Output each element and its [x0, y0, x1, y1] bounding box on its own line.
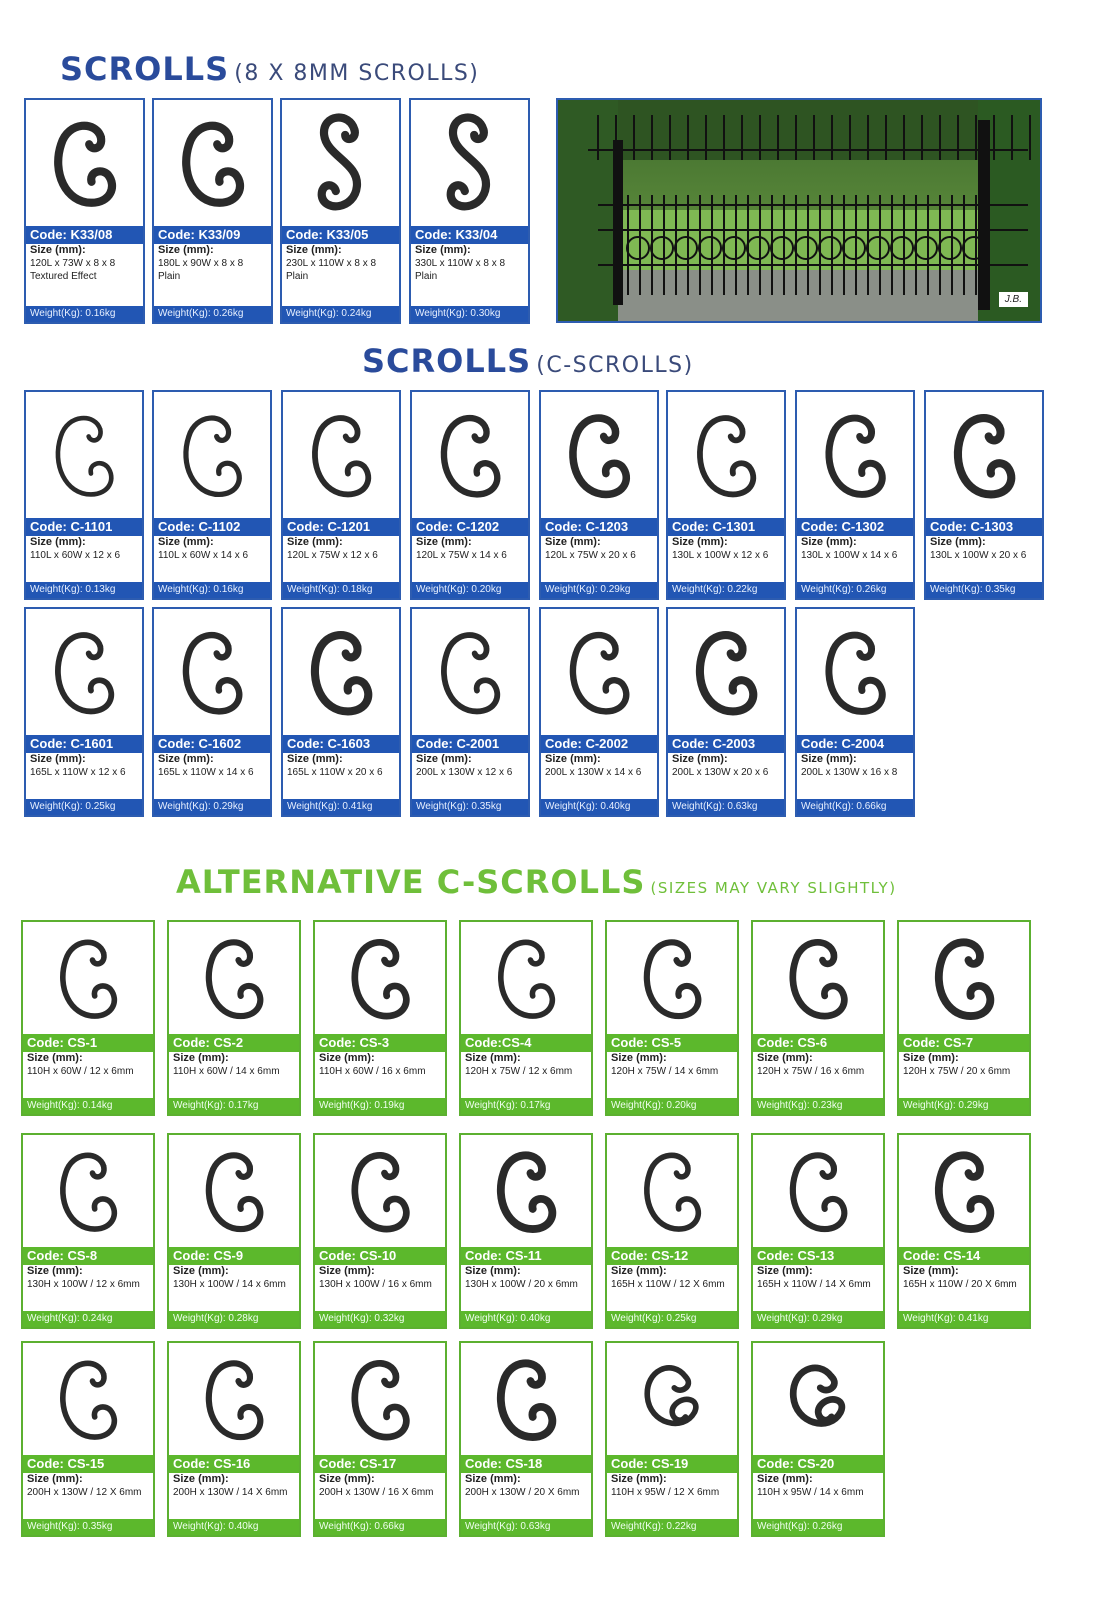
product-code: Code: CS-11	[461, 1247, 591, 1265]
product-size	[753, 1052, 883, 1098]
size-value: 200H x 130W / 20 X 6mm	[465, 1487, 580, 1498]
product-weight: Weight(Kg): 0.66kg	[315, 1519, 445, 1535]
product-card[interactable]	[281, 390, 401, 600]
product-card[interactable]	[751, 1341, 885, 1537]
size-value: 200L x 130W x 20 x 6	[672, 767, 769, 778]
product-size	[23, 1265, 153, 1311]
product-weight: Weight(Kg): 0.25kg	[26, 799, 142, 815]
product-weight: Weight(Kg): 0.40kg	[461, 1311, 591, 1327]
size-value: 110L x 60W x 12 x 6	[30, 550, 121, 561]
product-weight: Weight(Kg): 0.17kg	[461, 1098, 591, 1114]
product-code: Code: C-1602	[154, 735, 270, 753]
product-card[interactable]	[605, 1341, 739, 1537]
product-weight: Weight(Kg): 0.26kg	[154, 306, 271, 322]
product-size	[23, 1052, 153, 1098]
s-scroll-icon	[411, 100, 528, 226]
size-value: 110H x 60W / 16 x 6mm	[319, 1066, 426, 1077]
product-size	[753, 1473, 883, 1519]
product-card[interactable]	[605, 1133, 739, 1329]
product-card[interactable]	[897, 1133, 1031, 1329]
product-weight: Weight(Kg): 0.22kg	[607, 1519, 737, 1535]
product-weight: Weight(Kg): 0.24kg	[282, 306, 399, 322]
product-weight: Weight(Kg): 0.63kg	[668, 799, 784, 815]
product-weight: Weight(Kg): 0.41kg	[899, 1311, 1029, 1327]
size-label: Size (mm):	[319, 1265, 375, 1277]
product-weight: Weight(Kg): 0.35kg	[23, 1519, 153, 1535]
product-code: Code: C-2003	[668, 735, 784, 753]
product-card[interactable]	[280, 98, 401, 324]
product-size	[282, 244, 399, 306]
size-label: Size (mm):	[158, 753, 214, 765]
size-label: Size (mm):	[158, 536, 214, 548]
product-weight: Weight(Kg): 0.29kg	[541, 582, 657, 598]
product-code: Code: C-1203	[541, 518, 657, 536]
size-value: 330L x 110W x 8 x 8	[415, 258, 506, 269]
product-card[interactable]	[281, 607, 401, 817]
c-scroll-icon	[283, 392, 399, 518]
finish-value: Plain	[415, 271, 438, 282]
product-weight: Weight(Kg): 0.63kg	[461, 1519, 591, 1535]
product-code: Code: CS-5	[607, 1034, 737, 1052]
product-code: Code: CS-13	[753, 1247, 883, 1265]
product-code: Code: CS-20	[753, 1455, 883, 1473]
product-size	[411, 244, 528, 306]
product-size	[283, 536, 399, 582]
product-size	[169, 1265, 299, 1311]
product-size	[541, 753, 657, 799]
product-code: Code: C-1302	[797, 518, 913, 536]
c-scroll-icon	[668, 609, 784, 735]
product-size	[899, 1265, 1029, 1311]
product-card[interactable]	[410, 607, 530, 817]
product-weight: Weight(Kg): 0.40kg	[541, 799, 657, 815]
c-scroll-icon	[315, 1135, 445, 1247]
c-scroll-icon	[607, 1135, 737, 1247]
size-label: Size (mm):	[465, 1052, 521, 1064]
c-scroll-icon	[461, 1135, 591, 1247]
size-label: Size (mm):	[801, 536, 857, 548]
c-scroll-icon	[23, 1135, 153, 1247]
c-scroll-icon	[797, 392, 913, 518]
product-card[interactable]	[313, 920, 447, 1116]
product-size	[607, 1265, 737, 1311]
product-size	[412, 536, 528, 582]
c-scroll-icon	[412, 392, 528, 518]
product-size	[26, 753, 142, 799]
c-scroll-icon	[926, 392, 1042, 518]
product-code: Code: CS-2	[169, 1034, 299, 1052]
product-code: Code: CS-15	[23, 1455, 153, 1473]
size-value: 230L x 110W x 8 x 8	[286, 258, 377, 269]
product-code: Code: K33/04	[411, 226, 528, 244]
c-scroll-icon	[412, 609, 528, 735]
product-card[interactable]	[152, 98, 273, 324]
product-size	[154, 753, 270, 799]
product-size	[26, 536, 142, 582]
size-label: Size (mm):	[672, 753, 728, 765]
product-code: Code: CS-12	[607, 1247, 737, 1265]
product-card[interactable]	[666, 607, 786, 817]
product-weight: Weight(Kg): 0.13kg	[26, 582, 142, 598]
size-value: 130L x 100W x 20 x 6	[930, 550, 1027, 561]
size-label: Size (mm):	[173, 1265, 229, 1277]
section-title-c-scrolls: SCROLLS (C-SCROLLS)	[362, 342, 694, 380]
product-card[interactable]	[24, 607, 144, 817]
product-weight: Weight(Kg): 0.22kg	[668, 582, 784, 598]
product-size	[797, 753, 913, 799]
size-value: 130L x 100W x 14 x 6	[801, 550, 898, 561]
size-label: Size (mm):	[416, 753, 472, 765]
product-code: Code: CS-18	[461, 1455, 591, 1473]
product-weight: Weight(Kg): 0.29kg	[753, 1311, 883, 1327]
size-label: Size (mm):	[545, 753, 601, 765]
finish-value: Plain	[158, 271, 181, 282]
product-card[interactable]	[152, 390, 272, 600]
size-value: 120L x 73W x 8 x 8	[30, 258, 116, 269]
product-weight: Weight(Kg): 0.26kg	[797, 582, 913, 598]
product-weight: Weight(Kg): 0.20kg	[607, 1098, 737, 1114]
product-weight: Weight(Kg): 0.35kg	[412, 799, 528, 815]
size-value: 130H x 100W / 20 x 6mm	[465, 1279, 578, 1290]
product-card[interactable]	[21, 1341, 155, 1537]
size-label: Size (mm):	[903, 1052, 959, 1064]
product-code: Code: C-1202	[412, 518, 528, 536]
size-label: Size (mm):	[611, 1265, 667, 1277]
product-size	[668, 753, 784, 799]
product-size	[753, 1265, 883, 1311]
product-card[interactable]	[795, 607, 915, 817]
size-value: 165L x 110W x 20 x 6	[287, 767, 383, 778]
product-weight: Weight(Kg): 0.66kg	[797, 799, 913, 815]
size-value: 110H x 60W / 14 x 6mm	[173, 1066, 280, 1077]
product-code: Code: CS-8	[23, 1247, 153, 1265]
size-value: 110L x 60W x 14 x 6	[158, 550, 249, 561]
c-scroll-icon	[154, 392, 270, 518]
size-label: Size (mm):	[545, 536, 601, 548]
c-scroll-icon	[154, 100, 271, 226]
product-card[interactable]	[795, 390, 915, 600]
product-card[interactable]	[313, 1133, 447, 1329]
product-size	[926, 536, 1042, 582]
product-size	[899, 1052, 1029, 1098]
product-size	[607, 1473, 737, 1519]
product-card[interactable]	[24, 98, 145, 324]
product-weight: Weight(Kg): 0.28kg	[169, 1311, 299, 1327]
product-size	[461, 1052, 591, 1098]
size-label: Size (mm):	[287, 536, 343, 548]
product-size	[461, 1265, 591, 1311]
size-label: Size (mm):	[27, 1265, 83, 1277]
product-weight: Weight(Kg): 0.26kg	[753, 1519, 883, 1535]
product-code: Code:CS-4	[461, 1034, 591, 1052]
product-size	[315, 1473, 445, 1519]
size-label: Size (mm):	[287, 753, 343, 765]
size-label: Size (mm):	[416, 536, 472, 548]
product-code: Code: C-2004	[797, 735, 913, 753]
product-size	[23, 1473, 153, 1519]
size-label: Size (mm):	[903, 1265, 959, 1277]
c-scroll-icon	[154, 609, 270, 735]
size-label: Size (mm):	[930, 536, 986, 548]
size-value: 165L x 110W x 14 x 6	[158, 767, 254, 778]
c-scroll-icon	[607, 922, 737, 1034]
product-weight: Weight(Kg): 0.29kg	[899, 1098, 1029, 1114]
product-card[interactable]	[459, 1133, 593, 1329]
c-scroll-icon	[753, 1135, 883, 1247]
size-label: Size (mm):	[672, 536, 728, 548]
product-card[interactable]	[539, 607, 659, 817]
product-size	[283, 753, 399, 799]
size-value: 110H x 60W / 12 x 6mm	[27, 1066, 134, 1077]
product-card[interactable]	[459, 920, 593, 1116]
size-label: Size (mm):	[30, 244, 86, 256]
product-card[interactable]	[605, 920, 739, 1116]
product-size	[169, 1052, 299, 1098]
product-weight: Weight(Kg): 0.16kg	[26, 306, 143, 322]
size-value: 120L x 75W x 20 x 6	[545, 550, 636, 561]
c-scroll-icon	[541, 609, 657, 735]
product-weight: Weight(Kg): 0.35kg	[926, 582, 1042, 598]
size-label: Size (mm):	[757, 1473, 813, 1485]
size-value: 120L x 75W x 12 x 6	[287, 550, 378, 561]
size-label: Size (mm):	[30, 753, 86, 765]
c-scroll-icon	[283, 609, 399, 735]
product-code: Code: C-1303	[926, 518, 1042, 536]
c-scroll-icon	[26, 100, 143, 226]
product-code: Code: CS-17	[315, 1455, 445, 1473]
gate-photo	[556, 98, 1042, 323]
product-card[interactable]	[21, 1133, 155, 1329]
size-value: 130H x 100W / 12 x 6mm	[27, 1279, 140, 1290]
size-value: 200L x 130W x 12 x 6	[416, 767, 513, 778]
size-value: 200H x 130W / 14 X 6mm	[173, 1487, 288, 1498]
product-size	[315, 1265, 445, 1311]
product-weight: Weight(Kg): 0.25kg	[607, 1311, 737, 1327]
c-scroll-icon	[461, 1343, 591, 1455]
c-scroll-icon	[315, 922, 445, 1034]
product-code: Code: CS-3	[315, 1034, 445, 1052]
c-scroll-icon	[315, 1343, 445, 1455]
product-size	[154, 244, 271, 306]
product-card[interactable]	[751, 920, 885, 1116]
product-size	[315, 1052, 445, 1098]
product-card[interactable]	[313, 1341, 447, 1537]
product-size	[412, 753, 528, 799]
size-label: Size (mm):	[319, 1052, 375, 1064]
product-size	[797, 536, 913, 582]
section-title-scrolls-8x8: SCROLLS (8 X 8MM SCROLLS)	[60, 50, 480, 88]
finish-value: Plain	[286, 271, 309, 282]
product-weight: Weight(Kg): 0.18kg	[283, 582, 399, 598]
loop-scroll-icon	[753, 1343, 883, 1455]
product-code: Code: C-2001	[412, 735, 528, 753]
product-card[interactable]	[409, 98, 530, 324]
c-scroll-icon	[541, 392, 657, 518]
c-scroll-icon	[26, 609, 142, 735]
c-scroll-icon	[668, 392, 784, 518]
product-size	[169, 1473, 299, 1519]
product-weight: Weight(Kg): 0.41kg	[283, 799, 399, 815]
section-title-alt-c-scrolls: ALTERNATIVE C-SCROLLS (SIZES MAY VARY SLIGHTLY)	[176, 863, 897, 901]
size-label: Size (mm):	[757, 1265, 813, 1277]
size-value: 165H x 110W / 14 X 6mm	[757, 1279, 871, 1290]
size-value: 120H x 75W / 16 x 6mm	[757, 1066, 865, 1077]
size-label: Size (mm):	[27, 1473, 83, 1485]
product-card[interactable]	[539, 390, 659, 600]
product-size	[154, 536, 270, 582]
size-label: Size (mm):	[173, 1052, 229, 1064]
product-size	[668, 536, 784, 582]
product-code: Code: CS-19	[607, 1455, 737, 1473]
product-code: Code: CS-16	[169, 1455, 299, 1473]
c-scroll-icon	[23, 922, 153, 1034]
product-card[interactable]	[167, 1133, 301, 1329]
product-card[interactable]	[167, 1341, 301, 1537]
product-size	[461, 1473, 591, 1519]
size-label: Size (mm):	[611, 1473, 667, 1485]
product-weight: Weight(Kg): 0.23kg	[753, 1098, 883, 1114]
product-weight: Weight(Kg): 0.16kg	[154, 582, 270, 598]
c-scroll-icon	[169, 1135, 299, 1247]
product-card[interactable]	[897, 920, 1031, 1116]
c-scroll-icon	[23, 1343, 153, 1455]
product-code: Code: C-1301	[668, 518, 784, 536]
photo-credit: J.B.	[999, 292, 1028, 307]
product-code: Code: CS-1	[23, 1034, 153, 1052]
size-label: Size (mm):	[27, 1052, 83, 1064]
size-value: 110H x 95W / 14 x 6mm	[757, 1487, 864, 1498]
size-value: 200L x 130W x 14 x 6	[545, 767, 642, 778]
c-scroll-icon	[899, 1135, 1029, 1247]
product-weight: Weight(Kg): 0.40kg	[169, 1519, 299, 1535]
size-label: Size (mm):	[611, 1052, 667, 1064]
product-code: Code: C-1601	[26, 735, 142, 753]
c-scroll-icon	[461, 922, 591, 1034]
product-size	[541, 536, 657, 582]
size-value: 200L x 130W x 16 x 8	[801, 767, 898, 778]
c-scroll-icon	[169, 922, 299, 1034]
size-value: 200H x 130W / 16 X 6mm	[319, 1487, 434, 1498]
size-value: 130H x 100W / 16 x 6mm	[319, 1279, 432, 1290]
product-card[interactable]	[666, 390, 786, 600]
s-scroll-icon	[282, 100, 399, 226]
product-code: Code: CS-14	[899, 1247, 1029, 1265]
size-value: 200H x 130W / 12 X 6mm	[27, 1487, 142, 1498]
product-card[interactable]	[24, 390, 144, 600]
size-value: 130L x 100W x 12 x 6	[672, 550, 769, 561]
gate-photo-image	[558, 100, 1042, 323]
size-label: Size (mm):	[319, 1473, 375, 1485]
product-size	[607, 1052, 737, 1098]
product-code: Code: K33/08	[26, 226, 143, 244]
product-code: Code: C-1102	[154, 518, 270, 536]
product-weight: Weight(Kg): 0.14kg	[23, 1098, 153, 1114]
size-value: 130H x 100W / 14 x 6mm	[173, 1279, 286, 1290]
c-scroll-icon	[797, 609, 913, 735]
product-card[interactable]	[924, 390, 1044, 600]
product-card[interactable]	[167, 920, 301, 1116]
product-weight: Weight(Kg): 0.20kg	[412, 582, 528, 598]
size-value: 120H x 75W / 14 x 6mm	[611, 1066, 719, 1077]
product-card[interactable]	[152, 607, 272, 817]
size-label: Size (mm):	[465, 1473, 521, 1485]
product-card[interactable]	[410, 390, 530, 600]
product-code: Code: CS-9	[169, 1247, 299, 1265]
product-code: Code: K33/09	[154, 226, 271, 244]
product-code: Code: C-1101	[26, 518, 142, 536]
product-weight: Weight(Kg): 0.19kg	[315, 1098, 445, 1114]
product-code: Code: CS-10	[315, 1247, 445, 1265]
product-weight: Weight(Kg): 0.29kg	[154, 799, 270, 815]
product-code: Code: C-2002	[541, 735, 657, 753]
size-label: Size (mm):	[30, 536, 86, 548]
c-scroll-icon	[899, 922, 1029, 1034]
size-label: Size (mm):	[415, 244, 471, 256]
size-value: 165H x 110W / 20 X 6mm	[903, 1279, 1017, 1290]
size-label: Size (mm):	[757, 1052, 813, 1064]
product-weight: Weight(Kg): 0.17kg	[169, 1098, 299, 1114]
size-value: 120L x 75W x 14 x 6	[416, 550, 507, 561]
size-value: 165L x 110W x 12 x 6	[30, 767, 126, 778]
size-label: Size (mm):	[173, 1473, 229, 1485]
size-value: 180L x 90W x 8 x 8	[158, 258, 244, 269]
finish-value: Textured Effect	[30, 271, 97, 282]
loop-scroll-icon	[607, 1343, 737, 1455]
product-code: Code: C-1603	[283, 735, 399, 753]
size-label: Size (mm):	[465, 1265, 521, 1277]
size-value: 165H x 110W / 12 X 6mm	[611, 1279, 725, 1290]
product-code: Code: C-1201	[283, 518, 399, 536]
size-value: 120H x 75W / 20 x 6mm	[903, 1066, 1011, 1077]
c-scroll-icon	[753, 922, 883, 1034]
product-card[interactable]	[459, 1341, 593, 1537]
product-card[interactable]	[21, 920, 155, 1116]
product-weight: Weight(Kg): 0.30kg	[411, 306, 528, 322]
product-code: Code: K33/05	[282, 226, 399, 244]
size-value: 110H x 95W / 12 X 6mm	[611, 1487, 720, 1498]
product-weight: Weight(Kg): 0.24kg	[23, 1311, 153, 1327]
size-label: Size (mm):	[286, 244, 342, 256]
product-weight: Weight(Kg): 0.32kg	[315, 1311, 445, 1327]
product-code: Code: CS-7	[899, 1034, 1029, 1052]
product-size	[26, 244, 143, 306]
product-card[interactable]	[751, 1133, 885, 1329]
product-code: Code: CS-6	[753, 1034, 883, 1052]
c-scroll-icon	[26, 392, 142, 518]
c-scroll-icon	[169, 1343, 299, 1455]
size-value: 120H x 75W / 12 x 6mm	[465, 1066, 573, 1077]
size-label: Size (mm):	[158, 244, 214, 256]
size-label: Size (mm):	[801, 753, 857, 765]
